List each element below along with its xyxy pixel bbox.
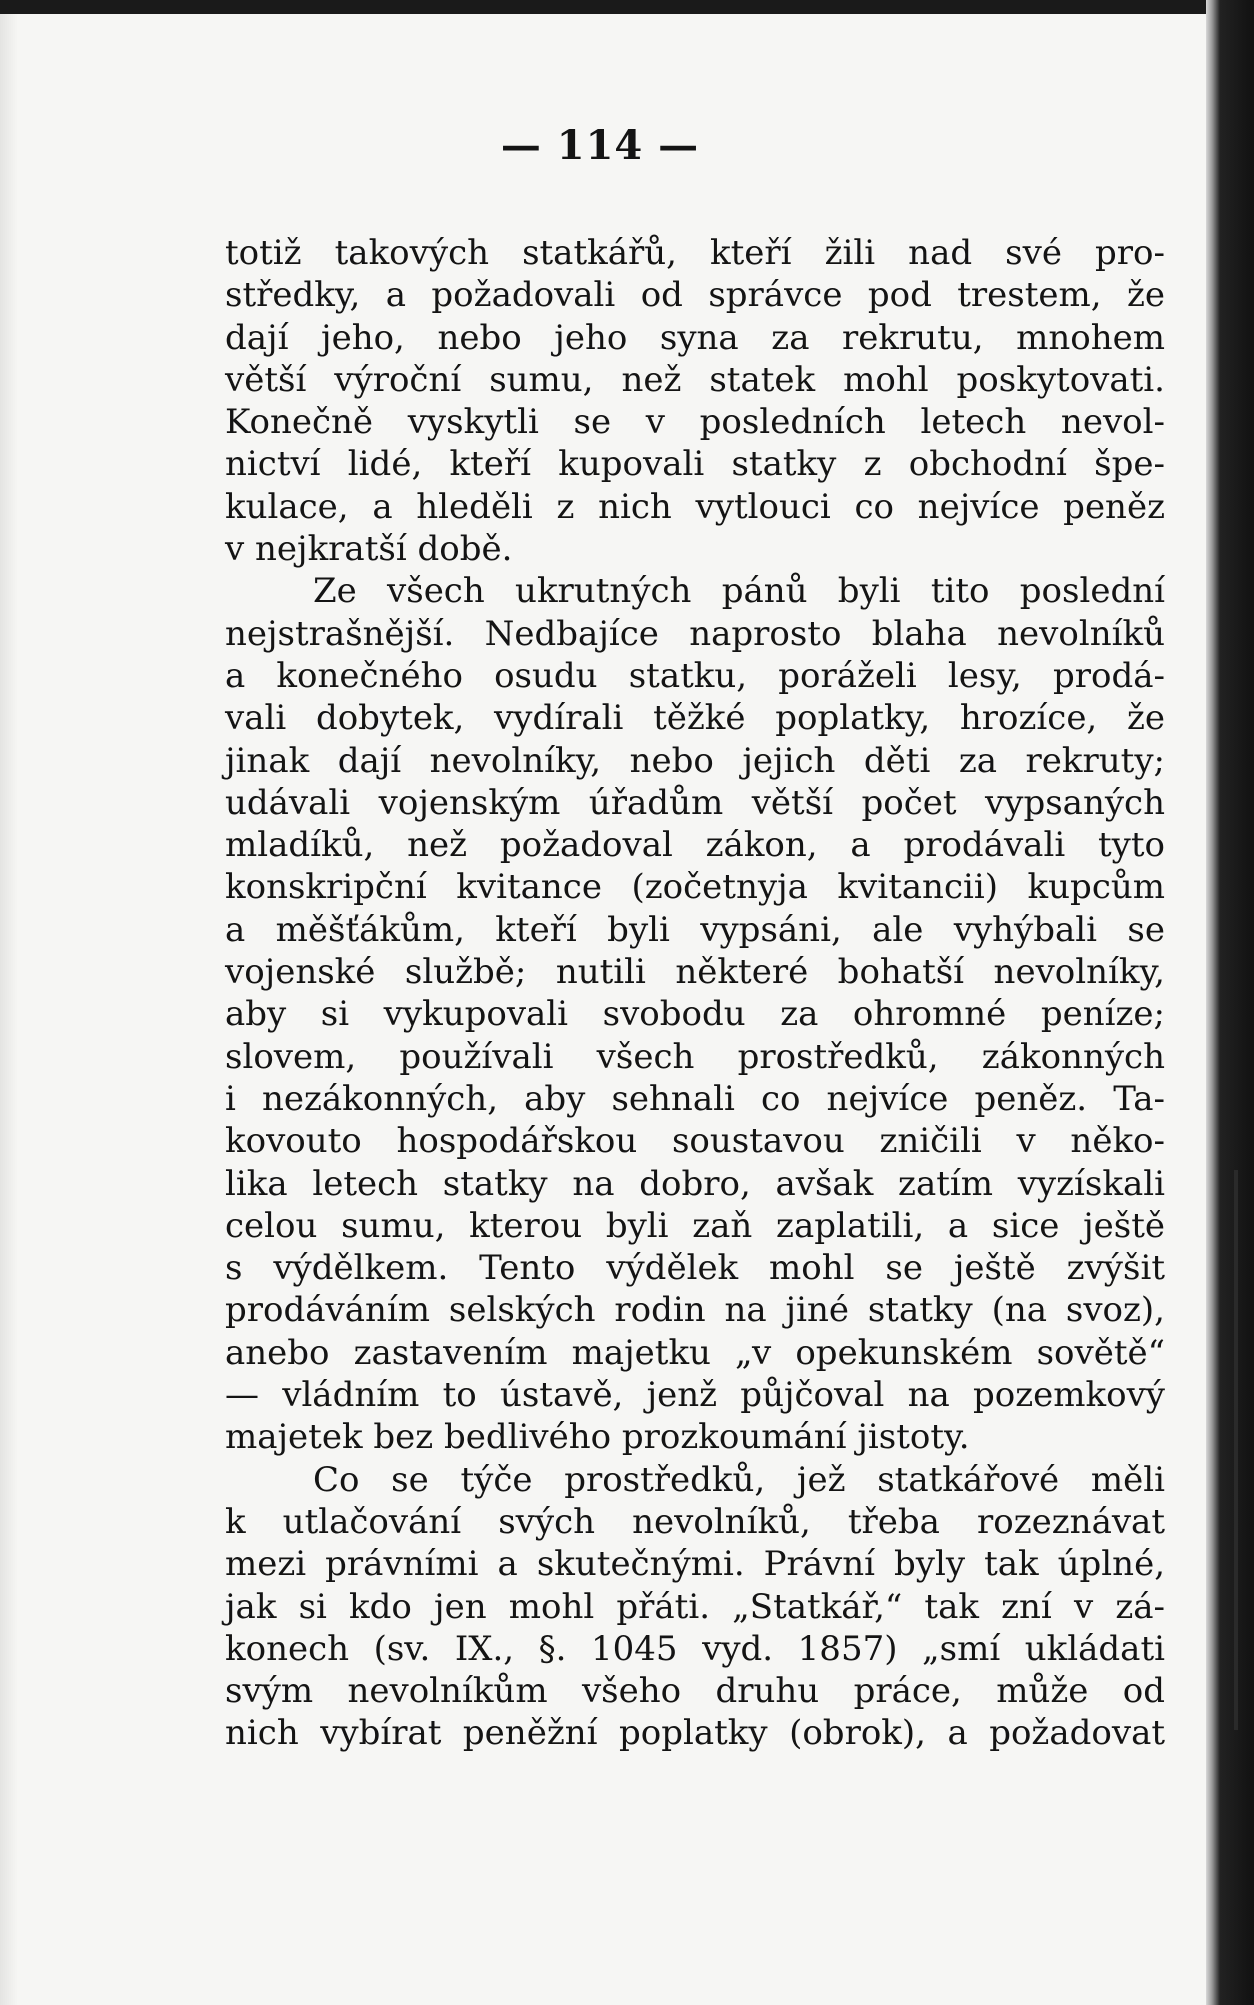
text-line: jinak dají nevolníky, nebo jejich děti za rekruty; — [225, 740, 1165, 781]
text-line: větší výroční sumu, než statek mohl poskytovati. — [225, 359, 1165, 400]
page-left-shadow — [0, 14, 18, 2005]
text-line: lika letech statky na dobro, avšak zatím vyzískali — [225, 1163, 1165, 1204]
page-fold-line — [1234, 1170, 1238, 1730]
body-text — [225, 232, 1165, 1755]
text-line: prodáváním selských rodin na jiné statky (na svoz), — [225, 1290, 1165, 1331]
scan-edge-top — [0, 0, 1254, 14]
text-line: Ze všech ukrutných pánů byli tito poslední — [313, 571, 1165, 612]
text-line: celou sumu, kterou byli zaň zaplatili, a sice ještě — [225, 1205, 1165, 1246]
text-line: konskripční kvitance (zočetnyja kvitancii) kupcům — [225, 867, 1165, 908]
text-line: mezi právními a skutečnými. Právní byly tak úplné, — [225, 1544, 1165, 1585]
text-line: slovem, používali všech prostředků, zákonných — [225, 1036, 1165, 1077]
text-line: jak si kdo jen mohl přáti. „Statkář,“ tak zní v zá- — [225, 1586, 1165, 1627]
text-line: nejstrašnější. Nedbajíce naprosto blaha nevolníků — [225, 613, 1165, 654]
text-line: svým nevolníkům všeho druhu práce, může od — [225, 1671, 1165, 1712]
text-line: a konečného osudu statku, poráželi lesy, prodá- — [225, 655, 1165, 696]
text-line: majetek bez bedlivého prozkoumání jistoty. — [225, 1417, 970, 1458]
text-line: nich vybírat peněžní poplatky (obrok), a požadovat — [225, 1713, 1165, 1754]
text-line: středky, a požadovali od správce pod trestem, že — [225, 275, 1165, 316]
text-line: udávali vojenským úřadům větší počet vypsaných — [225, 782, 1165, 823]
text-line: anebo zastavením majetku „v opekunském sovětě“ — [225, 1332, 1165, 1373]
text-line: vojenské službě; nutili některé bohatší nevolníky, — [225, 952, 1165, 993]
text-line: totiž takových statkářů, kteří žili nad své pro- — [225, 233, 1165, 273]
text-line: kovouto hospodářskou soustavou zničili v něko- — [225, 1121, 1165, 1162]
text-line: vali dobytek, vydírali těžké poplatky, hrozíce, že — [225, 698, 1165, 739]
scan-edge-right — [1206, 0, 1254, 2005]
text-line: a měšťákům, kteří byli vypsáni, ale vyhýbali se — [225, 909, 1165, 950]
text-line: dají jeho, nebo jeho syna za rekrutu, mnohem — [225, 317, 1165, 358]
text-line: nictví lidé, kteří kupovali statky z obchodní špe- — [225, 444, 1165, 485]
text-line: k utlačování svých nevolníků, třeba rozeznávat — [225, 1501, 1165, 1542]
text-line: — vládním to ústavě, jenž půjčoval na pozemkový — [225, 1375, 1165, 1416]
text-line: v nejkratší době. — [225, 529, 513, 570]
text-line: s výdělkem. Tento výdělek mohl se ještě zvýšit — [225, 1248, 1165, 1289]
text-line: kulace, a hleděli z nich vytlouci co nejvíce peněz — [225, 486, 1165, 527]
text-line: Konečně vyskytli se v posledních letech nevol- — [225, 402, 1165, 443]
text-line: konech (sv. IX., §. 1045 vyd. 1857) „smí ukládati — [225, 1628, 1165, 1669]
text-line: Co se týče prostředků, jež statkářové měli — [313, 1459, 1165, 1500]
page-number: — 114 — — [500, 122, 700, 169]
text-line: mladíků, než požadoval zákon, a prodávali tyto — [225, 825, 1165, 866]
text-line: aby si vykupovali svobodu za ohromné peníze; — [225, 994, 1165, 1035]
text-line: i nezákonných, aby sehnali co nejvíce peněz. Ta- — [225, 1078, 1165, 1119]
